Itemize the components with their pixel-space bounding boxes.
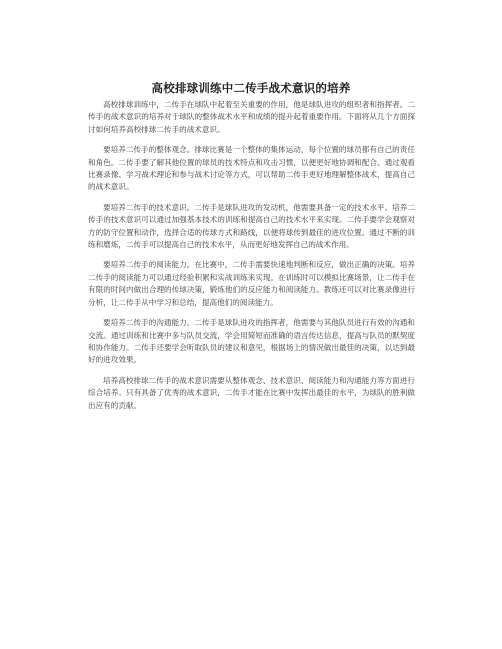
paragraph-conclusion: 培养高校排球二传手的战术意识需要从整体观念、技术意识、阅读能力和沟通能力等方面进行综合培养。只有具备了优秀的战术意识，二传手才能在比赛中发挥出最佳的水平，为球队的胜利做出应有的贡献。 [88, 375, 415, 410]
paragraph-communication: 要培养二传手的沟通能力。二传手是球队进攻的指挥者，他需要与其他队员进行有效的沟通和交流。通过训练和比赛中多与队员交流，学会用简短而准确的语言传达信息，提高与队员的默契度和协作能力。二传手还要学会听取队员的建议和意见，根据场上的情况做出最佳的决策，以达到最好的进攻效果。 [88, 318, 415, 365]
document-title: 高校排球训练中二传手战术意识的培养 [151, 81, 351, 95]
document-body [88, 99, 415, 420]
paragraph-intro: 高校排球训练中，二传手在球队中起着至关重要的作用，他是球队进攻的组织者和指挥者。二传手的战术意识的培养对于球队的整体战术水平和成绩的提升起着重要作用。下面将从几个方面探讨如何培养高校排球二传手的战术意识。 [88, 100, 415, 134]
paragraph-technical-awareness: 要培养二传手的技术意识。二传手是球队进攻的发动机，他需要具备一定的技术水平。培养二传手的技术意识可以通过加强基本技术的训练和提高自己的技术水平来实现。二传手要学会观察对方的防守位置和动作，选择合适的传球方式和路线，以便将球传到最佳的进攻位置。通过不断的训练和磨炼，二传手可以提高自己的技术水平，从而更好地发挥自己的战术作用。 [88, 202, 415, 250]
paragraph-overall-concept: 要培养二传手的整体观念。排球比赛是一个整体的集体运动，每个位置的球员都有自己的责任和角色。二传手要了解其他位置的球员的技术特点和攻击习惯，以便更好地协调和配合。通过观看比赛录像、学习战术理论和参与战术讨论等方式，可以帮助二传手更好地理解整体战术，提高自己的战术意识。 [88, 145, 415, 192]
paragraph-reading-ability: 要培养二传手的阅读能力。在比赛中，二传手需要快速地判断和反应，做出正确的决策。培养二传手的阅读能力可以通过经验积累和实战训练来实现。在训练时可以模拟比赛场景，让二传手在有限的时间内做出合理的传球决策，锻炼他们的反应能力和阅读能力。教练还可以对比赛录像进行分析，让二传手从中学习和总结，提高他们的阅读能力。 [88, 260, 415, 307]
